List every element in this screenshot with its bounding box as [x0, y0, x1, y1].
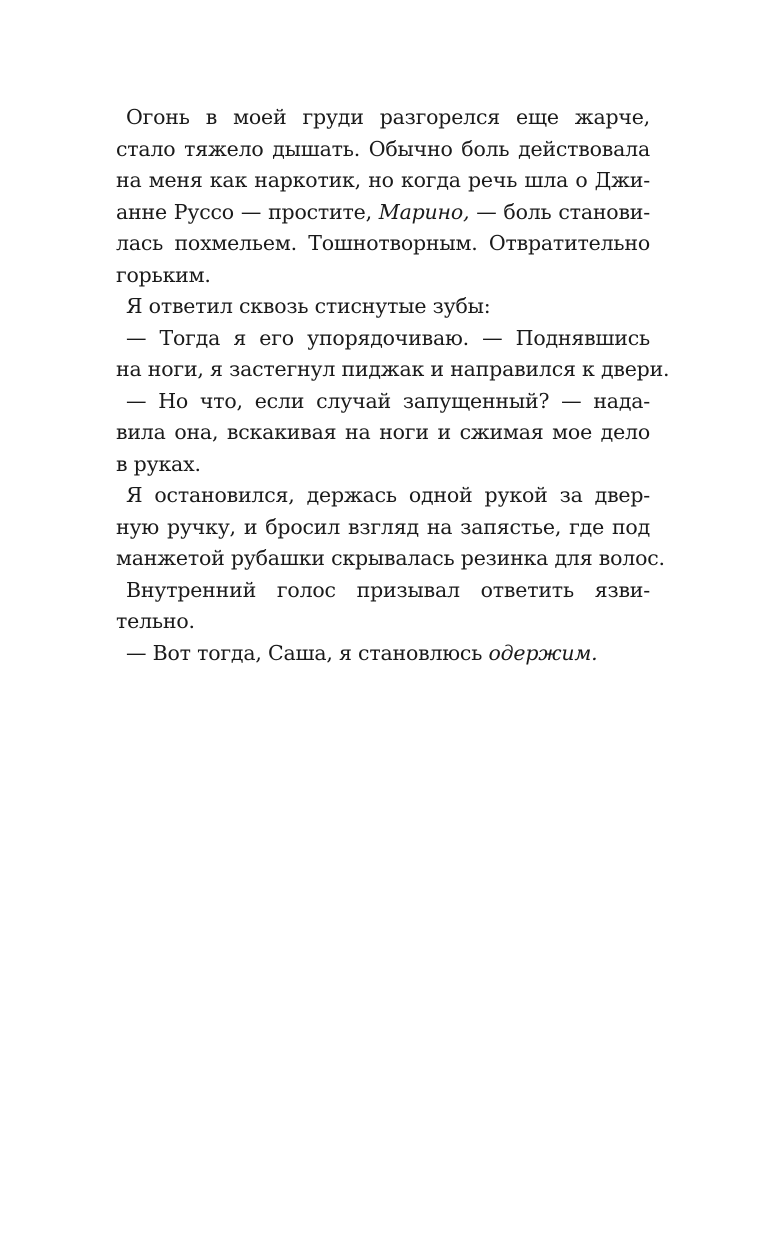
text-line: Я остановился, держась одной рукой за двер- [126, 483, 650, 507]
text-line: тельно. [116, 609, 195, 633]
text-line: ную ручку, и бросил взгляд на запястье, где под [116, 514, 650, 539]
text-line: в руках. [116, 451, 201, 476]
text-line: на ноги, я застегнул пиджак и направился к двери. [116, 357, 670, 381]
text-line: лась похмельем. Тошнотворным. Отвратительно [116, 231, 650, 255]
text-line: горьким. [116, 262, 211, 287]
text-line: на меня как наркотик, но когда речь шла о Джи- [116, 168, 650, 192]
text-line [116, 638, 650, 670]
text-segment: анне Руссо — простите, [116, 199, 379, 224]
italic-word: одержим. [488, 640, 598, 665]
text-line [116, 197, 650, 229]
text-line: Внутренний голос призывал ответить язви- [126, 577, 650, 602]
text-line: Я ответил сквозь стиснутые зубы: [126, 294, 491, 318]
text-segment: — Вот тогда, Саша, я становлюсь [126, 640, 489, 665]
body-text [116, 102, 670, 669]
text-line: — Но что, если случай запущенный? — нада- [126, 388, 650, 413]
text-line: Огонь в моей груди разгорелся еще жарче, [126, 105, 650, 129]
text-line: стало тяжело дышать. Обычно боль действовала [116, 136, 650, 161]
italic-name: Марино, [378, 199, 470, 224]
text-segment: — боль станови- [469, 199, 650, 224]
text-line: манжетой рубашки скрывалась резинка для волос. [116, 546, 665, 570]
text-line: — Тогда я его упорядочиваю. — Поднявшись [126, 325, 650, 350]
text-line: вила она, вскакивая на ноги и сжимая мое дело [116, 420, 650, 444]
